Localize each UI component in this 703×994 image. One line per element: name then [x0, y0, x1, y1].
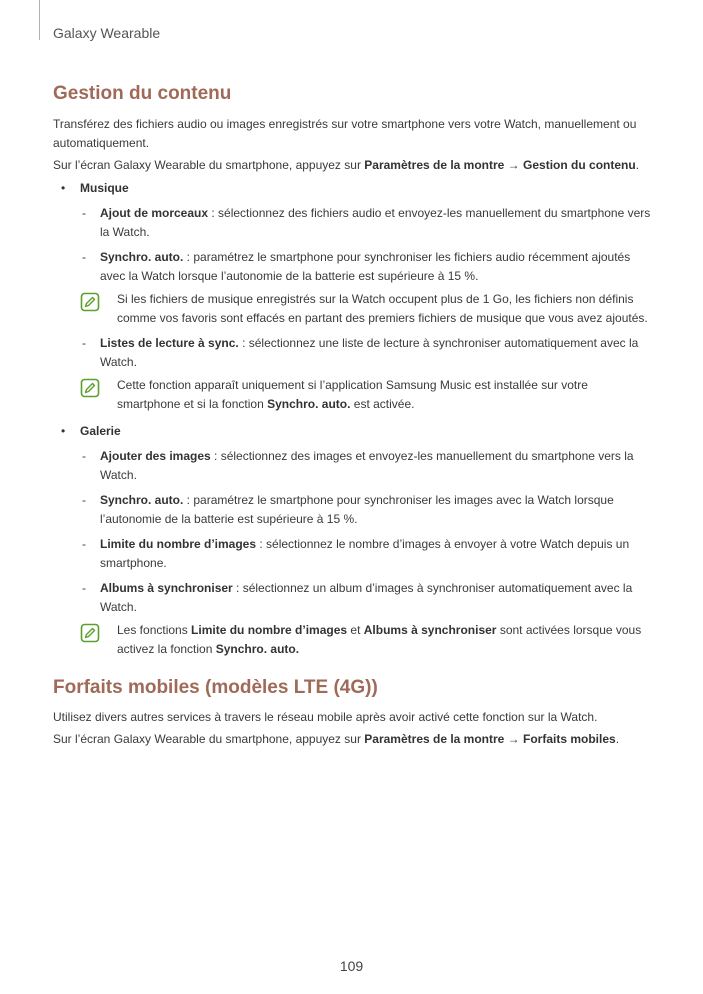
section2-path: Sur l’écran Galaxy Wearable du smartphone, appuyez sur Paramètres de la montre → Forfaits mobiles.: [53, 732, 620, 746]
music-add-songs: - Ajout de morceaux : sélectionnez des fichiers audio et envoyez-les manuellement du smartphone vers la Watch.: [82, 206, 651, 239]
dash-icon: -: [82, 449, 86, 463]
gallery-image-limit: - Limite du nombre d’images : sélectionnez le nombre d’images à envoyer à votre Watch depuis un smartphone.: [82, 537, 630, 570]
note-icon: [80, 623, 100, 643]
page-number: 109: [339, 958, 364, 974]
section-title-content-management: Gestion du contenu: [53, 83, 232, 104]
dash-icon: -: [82, 250, 86, 264]
bullet-icon: •: [61, 181, 66, 195]
music-auto-sync: - Synchro. auto. : paramétrez le smartphone pour synchroniser les fichiers audio récemment ajoutés avec la Watch lorsque l’autonomie de la batterie est supérieure à 15 %.: [82, 250, 631, 283]
dash-icon: -: [82, 493, 86, 507]
header-rule: [39, 0, 40, 40]
note-icon: [80, 378, 100, 398]
list-item-music: • Musique: [53, 179, 653, 198]
gallery-albums-sync: - Albums à synchroniser : sélectionnez un album d’images à synchroniser automatiquement avec la Watch.: [82, 581, 633, 614]
dash-icon: -: [82, 336, 86, 350]
note-gallery-sync: Les fonctions Limite du nombre d’images et Albums à synchroniser sont activées lorsque vous activez la fonction Synchro. auto.: [53, 621, 653, 659]
note-samsung-music: Cette fonction apparaît uniquement si l’application Samsung Music est installée sur votre smartphone et si la fonction Synchro. auto. est activée.: [53, 376, 653, 414]
gallery-add-images: - Ajouter des images : sélectionnez des images et envoyez-les manuellement du smartphone vers la Watch.: [82, 449, 634, 482]
section-title-mobile-plans: Forfaits mobiles (modèles LTE (4G)): [53, 677, 378, 698]
note-music-storage: Si les fichiers de musique enregistrés sur la Watch occupent plus de 1 Go, les fichiers non définis comme vos favoris sont effacés en partant des premiers fichiers de musique que vous avez ajoutés.: [53, 290, 653, 328]
dash-icon: -: [82, 537, 86, 551]
gallery-auto-sync: - Synchro. auto. : paramétrez le smartphone pour synchroniser les images avec la Watch lorsque l’autonomie de la batterie est supérieure à 15 %.: [82, 493, 614, 526]
dash-icon: -: [82, 581, 86, 595]
section1-path: Sur l’écran Galaxy Wearable du smartphone, appuyez sur Paramètres de la montre → Gestion du contenu.: [53, 158, 640, 172]
dash-icon: -: [82, 206, 86, 220]
music-playlists-sync: - Listes de lecture à sync. : sélectionnez une liste de lecture à synchroniser automatiquement avec la Watch.: [82, 336, 639, 369]
section2-intro: Utilisez divers autres services à travers le réseau mobile après avoir activé cette fonction sur la Watch.: [53, 710, 598, 724]
running-header: Galaxy Wearable: [53, 25, 161, 41]
page-content: [53, 83, 653, 752]
bullet-icon: •: [61, 424, 66, 438]
section1-intro: Transférez des fichiers audio ou images enregistrés sur votre smartphone vers votre Watch, manuellement ou automatiquement.: [53, 117, 637, 150]
note-icon: [80, 292, 100, 312]
list-item-gallery: • Galerie: [53, 422, 653, 441]
